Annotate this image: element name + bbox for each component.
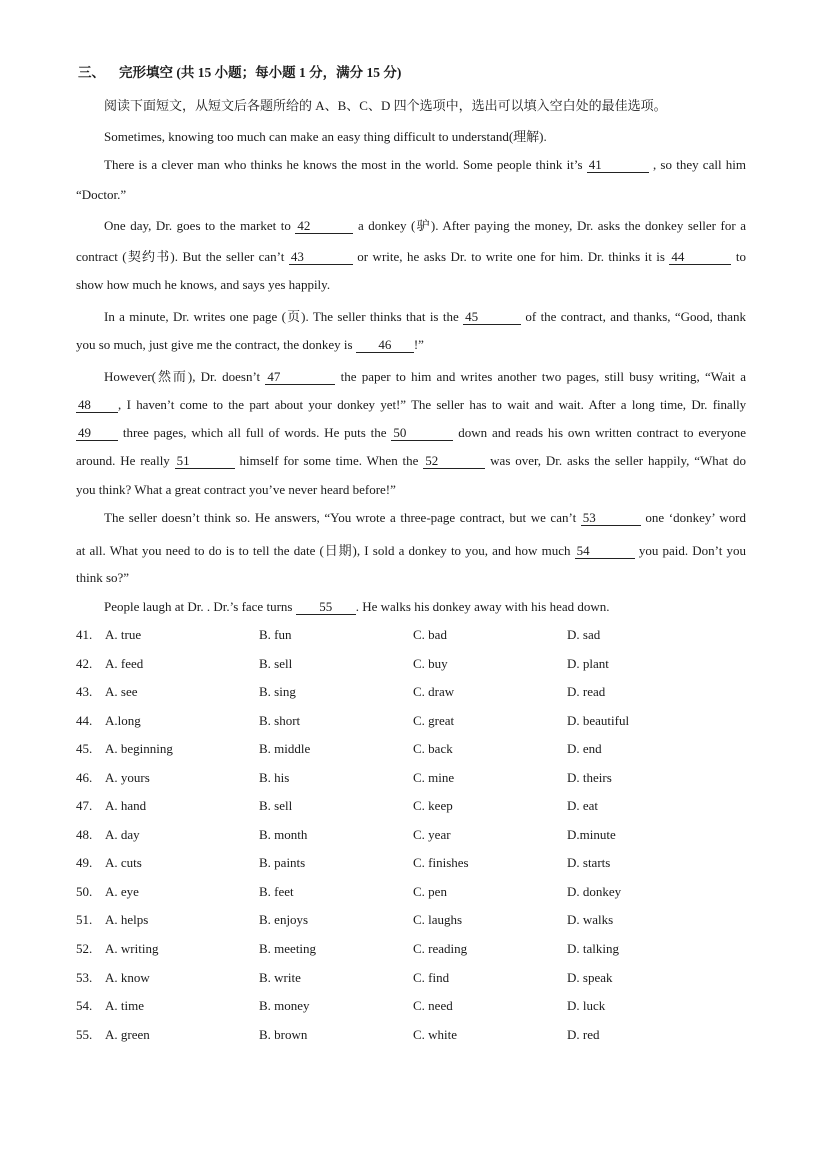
passage-line: One day, Dr. goes to the market to 42 a donkey (驴). After paying the money, Dr. asks the donkey seller for a bbox=[104, 218, 747, 233]
passage-line: 49 three pages, which all full of words. He puts the 50 down and reads his own written contract to everyone bbox=[78, 425, 747, 440]
passage-line: you so much, just give me the contract, the donkey is 46 !” bbox=[76, 337, 424, 352]
question-number: 41. bbox=[76, 627, 93, 642]
option-c: C. finishes bbox=[413, 855, 469, 870]
question-50 bbox=[76, 884, 746, 902]
option-a: A.long bbox=[105, 713, 141, 728]
question-number: 49. bbox=[76, 855, 93, 870]
option-a: A. hand bbox=[105, 798, 147, 813]
option-a: A. writing bbox=[105, 941, 159, 956]
section-heading bbox=[78, 61, 748, 81]
question-42 bbox=[76, 656, 746, 674]
blank-55: 55 bbox=[296, 600, 356, 615]
option-c: C. buy bbox=[413, 656, 448, 671]
blank-53: 53 bbox=[581, 511, 641, 526]
option-d: D. sad bbox=[567, 627, 601, 642]
option-a: A. true bbox=[105, 627, 142, 642]
option-a: A. see bbox=[105, 684, 138, 699]
option-d: D. eat bbox=[567, 798, 599, 813]
passage-line: 48 , I haven’t come to the part about your donkey yet!” The seller has to wait and wait. After a long time, Dr. finally bbox=[78, 397, 746, 412]
option-d: D. donkey bbox=[567, 884, 622, 899]
question-55 bbox=[76, 1027, 746, 1045]
blank-46: 46 bbox=[356, 338, 414, 353]
option-d: D.minute bbox=[567, 827, 616, 842]
option-a: A. green bbox=[105, 1027, 150, 1042]
passage-line: contract (契约书). But the seller can’t 43 or write, he asks Dr. to write one for him. Dr. thinks it is 44 to bbox=[76, 249, 746, 264]
option-c: C. year bbox=[413, 827, 451, 842]
question-number: 43. bbox=[76, 684, 93, 699]
passage-line: There is a clever man who thinks he knows the most in the world. Some people think it’s 41 , so they call him bbox=[104, 157, 747, 172]
option-c: C. need bbox=[413, 998, 453, 1013]
option-d: D. read bbox=[567, 684, 606, 699]
option-b: B. sell bbox=[259, 798, 293, 813]
question-number: 53. bbox=[76, 970, 93, 985]
option-d: D. beautiful bbox=[567, 713, 630, 728]
passage-line: at all. What you need to do is to tell the date (日期), I sold a donkey to you, and how much 54 you paid. Don’t you bbox=[76, 543, 747, 558]
blank-45: 45 bbox=[463, 310, 521, 325]
section-instruction: 阅读下面短文，从短文后各题所给的 A、B、C、D 四个选项中，选出可以填入空白处的最佳选项。 bbox=[104, 98, 667, 113]
option-b: B. sing bbox=[259, 684, 296, 699]
passage-line: around. He really 51 himself for some time. When the 52 was over, Dr. asks the seller happily, “What do bbox=[76, 453, 747, 468]
option-a: A. feed bbox=[105, 656, 144, 671]
question-54 bbox=[76, 998, 746, 1016]
option-c: C. draw bbox=[413, 684, 455, 699]
option-a: A. eye bbox=[105, 884, 139, 899]
option-d: D. end bbox=[567, 741, 602, 756]
option-b: B. enjoys bbox=[259, 912, 309, 927]
option-b: B. month bbox=[259, 827, 308, 842]
option-c: C. pen bbox=[413, 884, 447, 899]
question-number: 42. bbox=[76, 656, 93, 671]
option-d: D. red bbox=[567, 1027, 600, 1042]
question-number: 52. bbox=[76, 941, 93, 956]
question-number: 50. bbox=[76, 884, 93, 899]
option-d: D. speak bbox=[567, 970, 613, 985]
option-b: B. write bbox=[259, 970, 301, 985]
question-number: 51. bbox=[76, 912, 93, 927]
blank-48: 48 bbox=[76, 398, 118, 413]
passage-line: People laugh at Dr. . Dr.’s face turns 55 . He walks his donkey away with his head down. bbox=[104, 599, 610, 614]
blank-50: 50 bbox=[391, 426, 453, 441]
question-number: 55. bbox=[76, 1027, 93, 1042]
question-number: 48. bbox=[76, 827, 93, 842]
option-b: B. fun bbox=[259, 627, 292, 642]
question-41 bbox=[76, 627, 746, 645]
question-number: 47. bbox=[76, 798, 93, 813]
passage-title-line: Sometimes, knowing too much can make an easy thing difficult to understand(理解). bbox=[104, 129, 547, 144]
passage-line: “Doctor.” bbox=[76, 187, 127, 202]
option-c: C. great bbox=[413, 713, 455, 728]
blank-54: 54 bbox=[575, 544, 635, 559]
option-b: B. sell bbox=[259, 656, 293, 671]
question-number: 54. bbox=[76, 998, 93, 1013]
passage-line: In a minute, Dr. writes one page (页). The seller thinks that is the 45 of the contract, and thanks, “Good, thank bbox=[104, 309, 747, 324]
passage-line: show how much he knows, and says yes happily. bbox=[76, 277, 331, 292]
option-b: B. meeting bbox=[259, 941, 317, 956]
blank-49: 49 bbox=[76, 426, 118, 441]
question-49 bbox=[76, 855, 746, 873]
question-51 bbox=[76, 912, 746, 930]
option-d: D. theirs bbox=[567, 770, 612, 785]
question-44 bbox=[76, 713, 746, 731]
question-number: 46. bbox=[76, 770, 93, 785]
blank-44: 44 bbox=[669, 250, 731, 265]
blank-52: 52 bbox=[423, 454, 485, 469]
option-b: B. brown bbox=[259, 1027, 308, 1042]
question-43 bbox=[76, 684, 746, 702]
option-c: C. keep bbox=[413, 798, 453, 813]
passage-line: think so?” bbox=[76, 570, 130, 585]
passage-line: However(然而), Dr. doesn’t 47 the paper to him and writes another two pages, still busy writing, “Wait a bbox=[104, 369, 746, 384]
question-46 bbox=[76, 770, 746, 788]
option-b: B. middle bbox=[259, 741, 311, 756]
option-c: C. back bbox=[413, 741, 453, 756]
option-a: A. beginning bbox=[105, 741, 173, 756]
blank-42: 42 bbox=[295, 219, 353, 234]
blank-47: 47 bbox=[265, 370, 335, 385]
blank-51: 51 bbox=[175, 454, 235, 469]
option-d: D. starts bbox=[567, 855, 611, 870]
section-title: 完形填空 (共 15 小题；每小题 1 分，满分 15 分) bbox=[119, 65, 402, 80]
question-48 bbox=[76, 827, 746, 845]
option-b: B. short bbox=[259, 713, 301, 728]
option-c: C. white bbox=[413, 1027, 458, 1042]
option-a: A. helps bbox=[105, 912, 149, 927]
option-d: D. talking bbox=[567, 941, 619, 956]
option-c: C. find bbox=[413, 970, 450, 985]
option-a: A. yours bbox=[105, 770, 150, 785]
question-45 bbox=[76, 741, 746, 759]
option-d: D. plant bbox=[567, 656, 609, 671]
question-number: 44. bbox=[76, 713, 93, 728]
option-a: A. cuts bbox=[105, 855, 142, 870]
option-c: C. bad bbox=[413, 627, 447, 642]
option-d: D. luck bbox=[567, 998, 606, 1013]
question-47 bbox=[76, 798, 746, 816]
blank-43: 43 bbox=[289, 250, 353, 265]
passage-line: you think? What a great contract you’ve never heard before!” bbox=[76, 482, 396, 497]
question-53 bbox=[76, 970, 746, 988]
option-b: B. feet bbox=[259, 884, 294, 899]
section-number: 三、 bbox=[78, 65, 105, 80]
passage-line: The seller doesn’t think so. He answers, “You wrote a three-page contract, but we can’t 53 one ‘donkey’ word bbox=[104, 510, 747, 525]
option-a: A. know bbox=[105, 970, 150, 985]
option-a: A. day bbox=[105, 827, 140, 842]
option-d: D. walks bbox=[567, 912, 614, 927]
option-c: C. laughs bbox=[413, 912, 463, 927]
option-b: B. his bbox=[259, 770, 290, 785]
question-number: 45. bbox=[76, 741, 93, 756]
option-b: B. paints bbox=[259, 855, 306, 870]
blank-41: 41 bbox=[587, 158, 649, 173]
question-52 bbox=[76, 941, 746, 959]
option-c: C. mine bbox=[413, 770, 455, 785]
option-a: A. time bbox=[105, 998, 144, 1013]
option-c: C. reading bbox=[413, 941, 468, 956]
option-b: B. money bbox=[259, 998, 310, 1013]
